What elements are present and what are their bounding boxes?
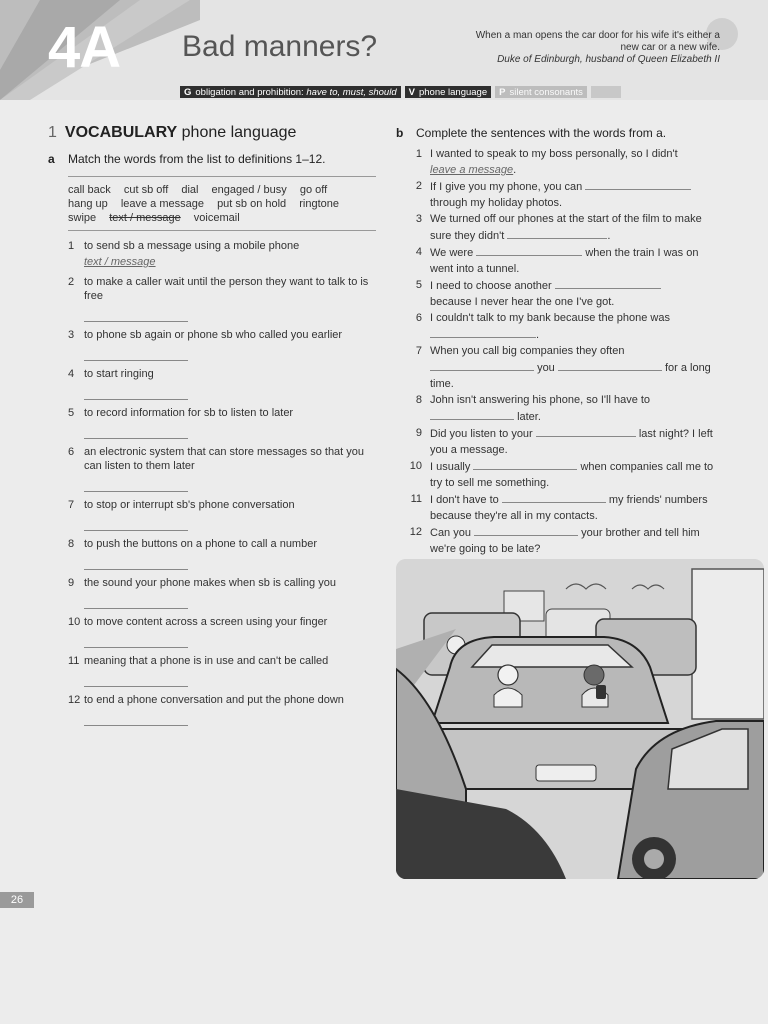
sentence-text: I couldn't talk to my bank because the phone was [430, 312, 670, 324]
item-number: 10 [409, 460, 422, 472]
definition-list [68, 239, 376, 726]
definition-item [68, 498, 376, 531]
section-title [48, 124, 376, 142]
definition-item [68, 275, 376, 322]
section-title-rest: phone language [181, 124, 297, 141]
instruction-text: Match the words from the list to definitions 1–12. [68, 152, 326, 166]
section-number: 1 [48, 124, 57, 141]
sentence-item [396, 458, 722, 491]
item-number: 9 [415, 427, 422, 439]
word-item: put sb on hold [217, 198, 287, 210]
vocabulary-tag [405, 86, 492, 98]
instruction-letter: b [396, 126, 404, 140]
page-number: 26 [0, 892, 34, 908]
sentence-text: for a long time. [430, 362, 711, 390]
grammar-tag-italic: have to, must, should [306, 86, 397, 98]
answer-blank[interactable] [84, 594, 188, 609]
quote [470, 30, 720, 66]
definition-text: the sound your phone makes when sb is calling you [84, 577, 336, 589]
item-number: 8 [68, 538, 75, 550]
sentence-text: When you call big companies they often [430, 345, 625, 357]
vocabulary-tag-text: phone language [418, 86, 488, 98]
item-number: 2 [415, 180, 422, 192]
item-number: 1 [68, 240, 75, 252]
sentence-item: 3 We turned off our phones at the start of the film to make sure they didn't . [396, 211, 722, 244]
answer-blank[interactable] [84, 424, 188, 439]
definition-item [68, 537, 376, 570]
word-item-used: text / message [109, 212, 181, 224]
word-list [68, 176, 376, 231]
sentence-text: your brother and tell him we're going to be late? [430, 527, 700, 555]
item-number: 1 [415, 148, 422, 160]
answer-example: text / message [84, 256, 156, 268]
word-item: go off [299, 184, 328, 196]
word-item: cut sb off [123, 184, 169, 196]
sentence-text: If I give you my phone, you can [430, 181, 583, 193]
answer-blank[interactable] [558, 359, 662, 371]
definition-item [68, 367, 376, 400]
answer-blank[interactable] [502, 491, 606, 503]
item-number: 9 [68, 577, 75, 589]
grammar-tag-letter: G [184, 86, 192, 98]
answer-blank[interactable] [476, 244, 582, 256]
definition-text: to make a caller wait until the person they want to talk to is free [84, 276, 369, 302]
answer-blank[interactable] [84, 516, 188, 531]
sentence-text: my friends' numbers because they're all in my contacts. [430, 494, 708, 522]
item-number: 7 [68, 499, 75, 511]
answer-blank[interactable] [84, 385, 188, 400]
sentence-item: 1 I wanted to speak to my boss personally, so I didn't leave a message. [396, 146, 722, 178]
answer-blank[interactable] [473, 458, 577, 470]
sentence-text: when the train I was on went into a tunnel. [430, 247, 699, 275]
definition-item [68, 693, 376, 726]
instruction-letter: a [48, 152, 55, 166]
quote-author: Duke of Edinburgh, husband of Queen Elizabeth II [497, 54, 720, 65]
definition-item [68, 406, 376, 439]
definition-text: an electronic system that can store messages so that you can listen to them later [84, 446, 365, 472]
definition-text: to start ringing [84, 368, 154, 380]
pronunciation-tag-letter: P [499, 86, 506, 98]
word-item: voicemail [193, 212, 240, 224]
item-number: 5 [68, 407, 75, 419]
sentence-item [396, 178, 722, 211]
traffic-jam-drawing [396, 559, 764, 879]
item-number: 10 [68, 616, 81, 628]
instruction-text: Complete the sentences with the words from a. [416, 126, 667, 140]
answer-blank[interactable] [84, 477, 188, 492]
item-number: 12 [68, 694, 81, 706]
sentence-item [396, 392, 722, 425]
answer-blank[interactable] [430, 408, 514, 420]
definition-item [68, 615, 376, 648]
sentence-item [396, 343, 722, 392]
answer-blank[interactable] [84, 555, 188, 570]
sentence-item [396, 491, 722, 524]
instruction-b [396, 126, 722, 140]
word-item: leave a message [120, 198, 204, 210]
definition-item [68, 654, 376, 687]
unit-topics-bar [180, 86, 621, 98]
answer-blank[interactable] [84, 672, 188, 687]
sentence-item [396, 244, 722, 277]
vocabulary-tag-letter: V [408, 86, 415, 98]
item-number: 5 [415, 279, 422, 291]
item-number: 11 [68, 655, 80, 667]
pronunciation-tag-text: silent consonants [509, 86, 583, 98]
definition-item [68, 328, 376, 361]
word-item: ringtone [299, 198, 340, 210]
sentence-item [396, 277, 722, 310]
sentence-text: you [537, 362, 555, 374]
traffic-jam-illustration [396, 559, 764, 879]
item-number: 6 [68, 446, 75, 458]
definition-text: to send sb a message using a mobile phone [84, 240, 300, 252]
item-number: 4 [415, 246, 422, 258]
unit-header [0, 0, 768, 100]
sentence-text: because I never hear the one I've got. [430, 296, 615, 308]
sentence-list [396, 146, 722, 557]
answer-blank[interactable] [474, 524, 578, 536]
item-number: 4 [68, 368, 75, 380]
answer-blank[interactable] [84, 346, 188, 361]
answer-blank[interactable] [430, 326, 536, 338]
definition-text: to end a phone conversation and put the phone down [84, 694, 344, 706]
word-item: call back [68, 184, 111, 196]
sentence-text: I don't have to [430, 494, 499, 506]
answer-blank[interactable] [84, 711, 188, 726]
sentence-text: Did you listen to your [430, 428, 533, 440]
definition-text: to stop or interrupt sb's phone conversation [84, 499, 295, 511]
word-item: swipe [68, 212, 97, 224]
item-number: 3 [415, 213, 422, 225]
item-number: 12 [409, 526, 422, 538]
sentence-text: We were [430, 247, 474, 259]
definition-item [68, 445, 376, 492]
bar-tail [591, 86, 621, 98]
vocabulary-section [48, 124, 376, 732]
answer-blank[interactable] [430, 359, 534, 371]
definition-item [68, 239, 376, 269]
sentence-text: through my holiday photos. [430, 197, 563, 209]
definition-text: to push the buttons on a phone to call a number [84, 538, 317, 550]
answer-blank[interactable] [84, 633, 188, 648]
grammar-tag [180, 86, 401, 98]
sentence-text: later. [517, 411, 541, 423]
sentence-text: I need to choose another [430, 280, 552, 292]
sentence-item [396, 524, 722, 557]
quote-text: When a man opens the car door for his wife it's either a new car or a new wife. [475, 30, 720, 53]
sentence-text: I usually [430, 461, 471, 473]
exercise-b [396, 124, 722, 557]
answer-blank[interactable] [536, 425, 636, 437]
pronunciation-tag [495, 86, 587, 98]
sentence-text: when companies call me to try to sell me something. [430, 461, 714, 489]
section-title-bold: VOCABULARY [64, 124, 178, 141]
word-item: hang up [68, 198, 108, 210]
word-item: dial [181, 184, 199, 196]
sentence-text: I wanted to speak to my boss personally, so I didn't [430, 148, 678, 160]
grammar-tag-text: obligation and prohibition: [195, 86, 304, 98]
definition-text: meaning that a phone is in use and can't be called [84, 655, 329, 667]
sentence-text: Can you [430, 527, 471, 539]
answer-blank[interactable] [585, 178, 691, 190]
word-item: engaged / busy [211, 184, 287, 196]
definition-text: to phone sb again or phone sb who called you earlier [84, 329, 343, 341]
definition-text: to move content across a screen using your finger [84, 616, 328, 628]
answer-blank[interactable] [507, 227, 607, 239]
unit-number: 4A [48, 15, 121, 80]
unit-title: Bad manners? [182, 30, 378, 63]
sentence-text: John isn't answering his phone, so I'll have to [430, 394, 651, 406]
definition-text: to record information for sb to listen to later [84, 407, 294, 419]
item-number: 3 [68, 329, 75, 341]
sentence-text: last night? I left you a message. [430, 428, 713, 456]
sentence-item [396, 425, 722, 458]
sentence-text: We turned off our phones at the start of the film to make sure they didn't [430, 213, 702, 242]
item-number: 2 [68, 276, 75, 288]
definition-item [68, 576, 376, 609]
answer-blank[interactable] [555, 277, 661, 289]
answer-example: leave a message [430, 164, 514, 176]
item-number: 8 [415, 394, 422, 406]
item-number: 6 [415, 312, 422, 324]
sentence-item: 6 I couldn't talk to my bank because the phone was . [396, 310, 722, 343]
instruction-a [48, 152, 376, 166]
answer-blank[interactable] [84, 307, 188, 322]
item-number: 7 [415, 345, 422, 357]
item-number: 11 [410, 493, 422, 505]
